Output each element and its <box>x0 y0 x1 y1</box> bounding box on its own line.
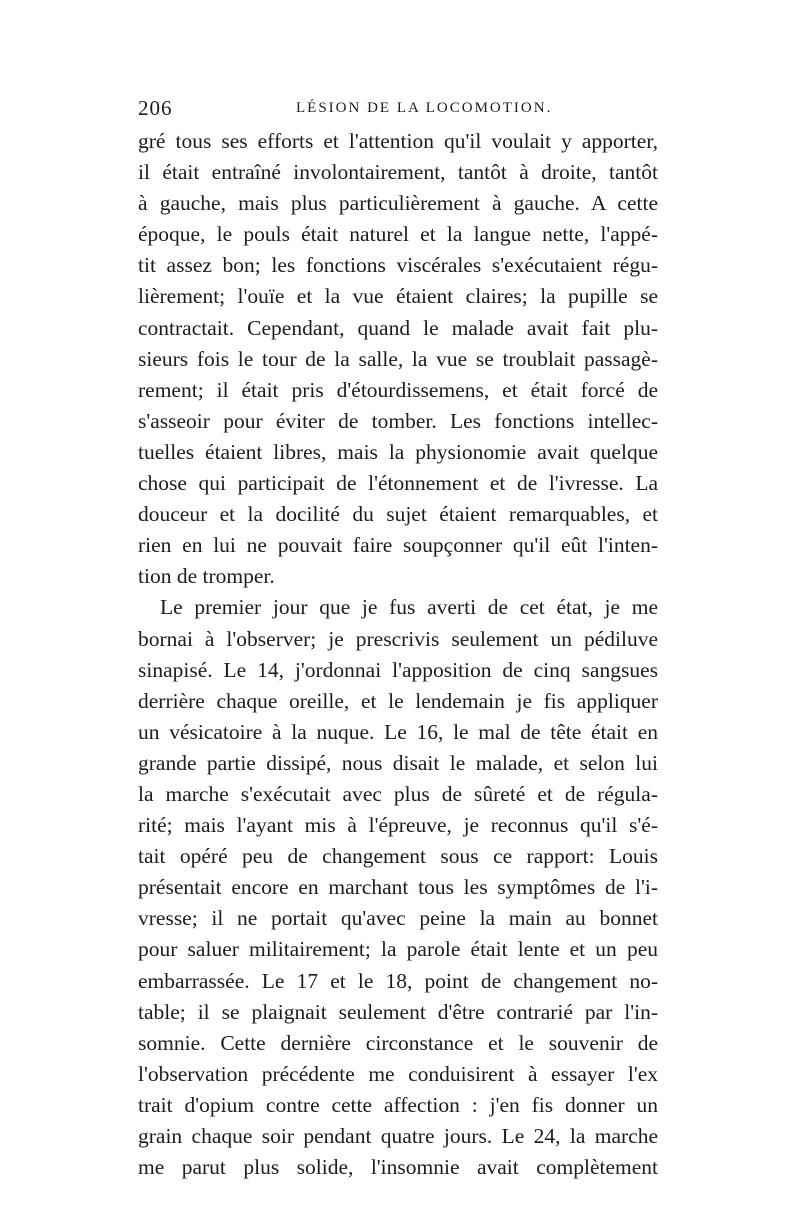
text-line: rement; il était pris d'étourdissemens, et était forcé de <box>138 377 658 402</box>
paragraph-1 <box>138 126 658 592</box>
text-line: l'observation précédente me conduisirent à essayer l'ex <box>138 1061 658 1086</box>
text-line: grande partie dissipé, nous disait le malade, et selon lui <box>138 750 658 775</box>
paragraph-2 <box>138 592 658 1183</box>
text-line: un vésicatoire à la nuque. Le 16, le mal de tête était en <box>138 719 658 744</box>
text-line: vresse; il ne portait qu'avec peine la main au bonnet <box>138 906 658 931</box>
text-line: trait d'opium contre cette affection : j'en fis donner un <box>138 1092 658 1117</box>
text-line: rité; mais l'ayant mis à l'épreuve, je reconnus qu'il s'é- <box>138 813 658 838</box>
text-line: gré tous ses efforts et l'attention qu'il voulait y apporter, <box>138 129 658 153</box>
text-line: Le premier jour que je fus averti de cet état, je me <box>160 595 658 620</box>
body-text <box>138 126 658 1183</box>
running-title: LÉSION DE LA LOCOMOTION. <box>296 100 553 116</box>
book-page <box>138 90 658 1183</box>
text-line: douceur et la docilité du sujet étaient remarquables, et <box>138 502 658 527</box>
text-line: bornai à l'observer; je prescrivis seulement un pédiluve <box>138 626 658 651</box>
text-line: sieurs fois le tour de la salle, la vue se troublait passagè- <box>138 346 658 371</box>
text-line: sinapisé. Le 14, j'ordonnai l'apposition de cinq sangsues <box>138 657 658 682</box>
running-head <box>138 90 658 124</box>
text-line: derrière chaque oreille, et le lendemain je fis appliquer <box>138 688 658 713</box>
text-line: tit assez bon; les fonctions viscérales s'exécutaient régu- <box>138 253 658 278</box>
text-line: à gauche, mais plus particulièrement à gauche. A cette <box>138 191 658 216</box>
text-line: époque, le pouls était naturel et la langue nette, l'appé- <box>138 222 658 247</box>
text-line: pour saluer militairement; la parole était lente et un peu <box>138 937 658 962</box>
text-line: la marche s'exécutait avec plus de sûreté et de régula- <box>138 781 658 806</box>
text-line: table; il se plaignait seulement d'être contrarié par l'in- <box>138 999 658 1024</box>
text-line: somnie. Cette dernière circonstance et le souvenir de <box>138 1030 658 1055</box>
text-line: tait opéré peu de changement sous ce rapport: Louis <box>138 844 658 869</box>
page-number: 206 <box>138 96 173 120</box>
text-line: embarrassée. Le 17 et le 18, point de changement no- <box>138 968 658 993</box>
text-line: lièrement; l'ouïe et la vue étaient claires; la pupille se <box>138 284 658 309</box>
text-line: tion de tromper. <box>138 564 275 589</box>
text-line: rien en lui ne pouvait faire soupçonner qu'il eût l'inten- <box>138 533 658 558</box>
text-line: présentait encore en marchant tous les symptômes de l'i- <box>138 875 658 900</box>
text-line: tuelles étaient libres, mais la physionomie avait quelque <box>138 439 658 464</box>
text-line: s'asseoir pour éviter de tomber. Les fonctions intellec- <box>138 408 658 433</box>
text-line: chose qui participait de l'étonnement et de l'ivresse. La <box>138 471 658 496</box>
text-line: grain chaque soir pendant quatre jours. Le 24, la marche <box>138 1124 658 1148</box>
text-line: me parut plus solide, l'insomnie avait complètement <box>138 1155 658 1180</box>
text-line: il était entraîné involontairement, tantôt à droite, tantôt <box>138 160 658 185</box>
text-line: contractait. Cependant, quand le malade avait fait plu- <box>138 315 658 340</box>
